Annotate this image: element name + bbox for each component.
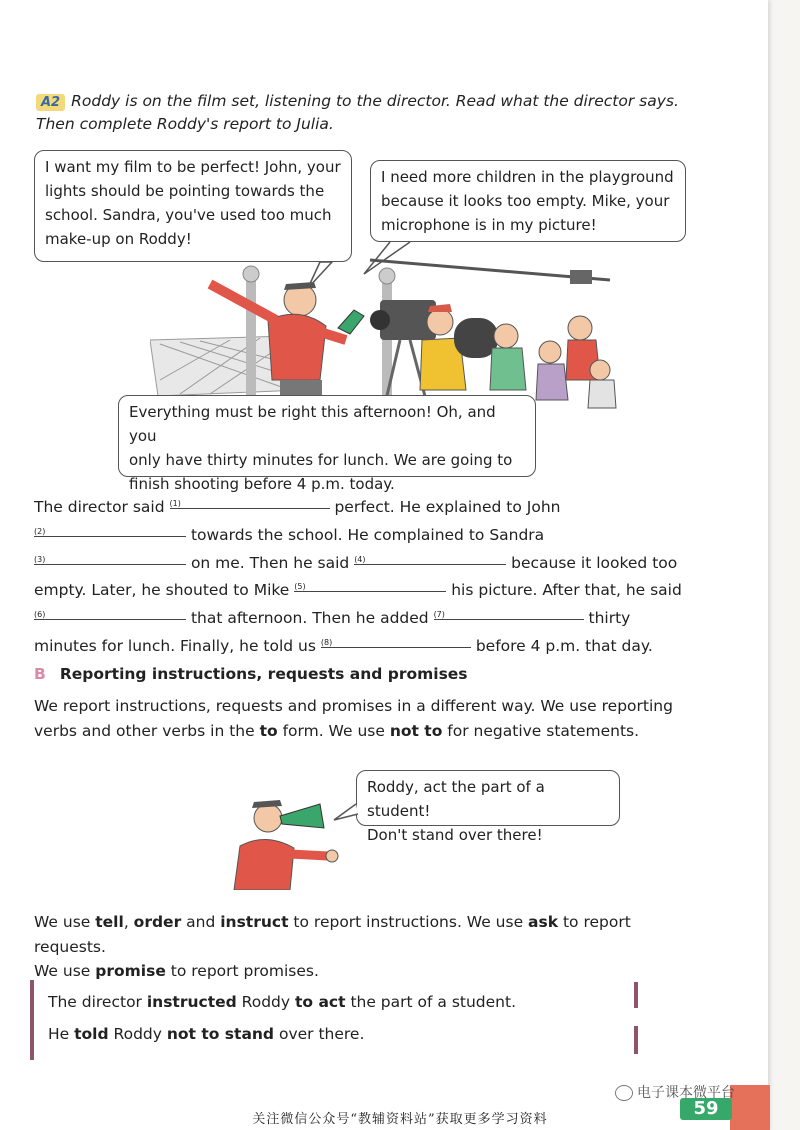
example-line-2: He told Roddy not to stand over there. (48, 1025, 365, 1043)
section-b-heading: B Reporting instructions, requests and promises (34, 665, 468, 683)
blank-2[interactable]: (2) (34, 520, 186, 537)
speech-bubble-1: I want my film to be perfect! John, your lights should be pointing towards the school. Sandra, you've used too much make-up on Roddy! (34, 150, 352, 262)
film-set-illustration (150, 240, 630, 415)
example-box (30, 980, 640, 1060)
blank-8[interactable]: (8) (321, 631, 471, 648)
blank-5[interactable]: (5) (294, 575, 446, 592)
blank-7[interactable]: (7) (434, 603, 584, 620)
cloze-line-5: $^{(6)}$ that afternoon. Then he added $^{(7)}$ thirty (34, 603, 694, 631)
wechat-icon (615, 1085, 633, 1101)
blank-3[interactable]: (3) (34, 548, 186, 565)
director-megaphone-illustration (220, 790, 360, 890)
exercise-a2-instruction (36, 90, 736, 136)
speech-bubble-3: Everything must be right this afternoon! Oh, and you only have thirty minutes for lunch. We are going to finish shooting before 4 p.m. today. (118, 395, 536, 477)
example-right-bar-1 (634, 982, 638, 1008)
cloze-line-1: The director said $^{(1)}$ perfect. He explained to John (34, 492, 694, 520)
cloze-line-2: $^{(2)}$ towards the school. He complained to Sandra (34, 520, 694, 548)
instruction-line-2: Then complete Roddy's report to Julia. (36, 115, 334, 133)
example-left-bar (30, 980, 34, 1060)
cloze-line-3: $^{(3)}$ on me. Then he said $^{(4)}$ because it looked too (34, 548, 694, 576)
exercise-badge: A2 (36, 94, 65, 111)
section-b-paragraph-2: We use tell, order and instruct to report instructions. We use ask to report requests. We use promise to report promises. (34, 913, 631, 981)
section-b-paragraph-1: We report instructions, requests and promises in a different way. We use reporting verbs and other verbs in the to form. We use not to for negative statements. (34, 697, 673, 740)
page-number: 59 (680, 1098, 732, 1120)
instruction-line-1: Roddy is on the film set, listening to the director. Read what the director says. (71, 92, 679, 110)
example-right-bar-2 (634, 1026, 638, 1054)
blank-1[interactable]: (1) (170, 492, 330, 509)
blank-6[interactable]: (6) (34, 603, 186, 620)
speech-bubble-2: I need more children in the playground because it looks too empty. Mike, your microphone is in my picture! (370, 160, 686, 242)
blank-4[interactable]: (4) (354, 548, 506, 565)
cloze-line-4: empty. Later, he shouted to Mike $^{(5)}$ his picture. After that, he said (34, 575, 694, 603)
cloze-passage (34, 492, 694, 659)
footer-note: 关注微信公众号“教辅资料站”获取更多学习资料 (252, 1112, 548, 1127)
cloze-line-6: minutes for lunch. Finally, he told us $^{(8)}$ before 4 p.m. that day. (34, 631, 694, 659)
speech-bubble-4: Roddy, act the part of a student! Don't stand over there! (356, 770, 620, 826)
watermark: 电子课本微平台 (615, 1082, 735, 1102)
example-line-1: The director instructed Roddy to act the part of a student. (48, 993, 516, 1011)
